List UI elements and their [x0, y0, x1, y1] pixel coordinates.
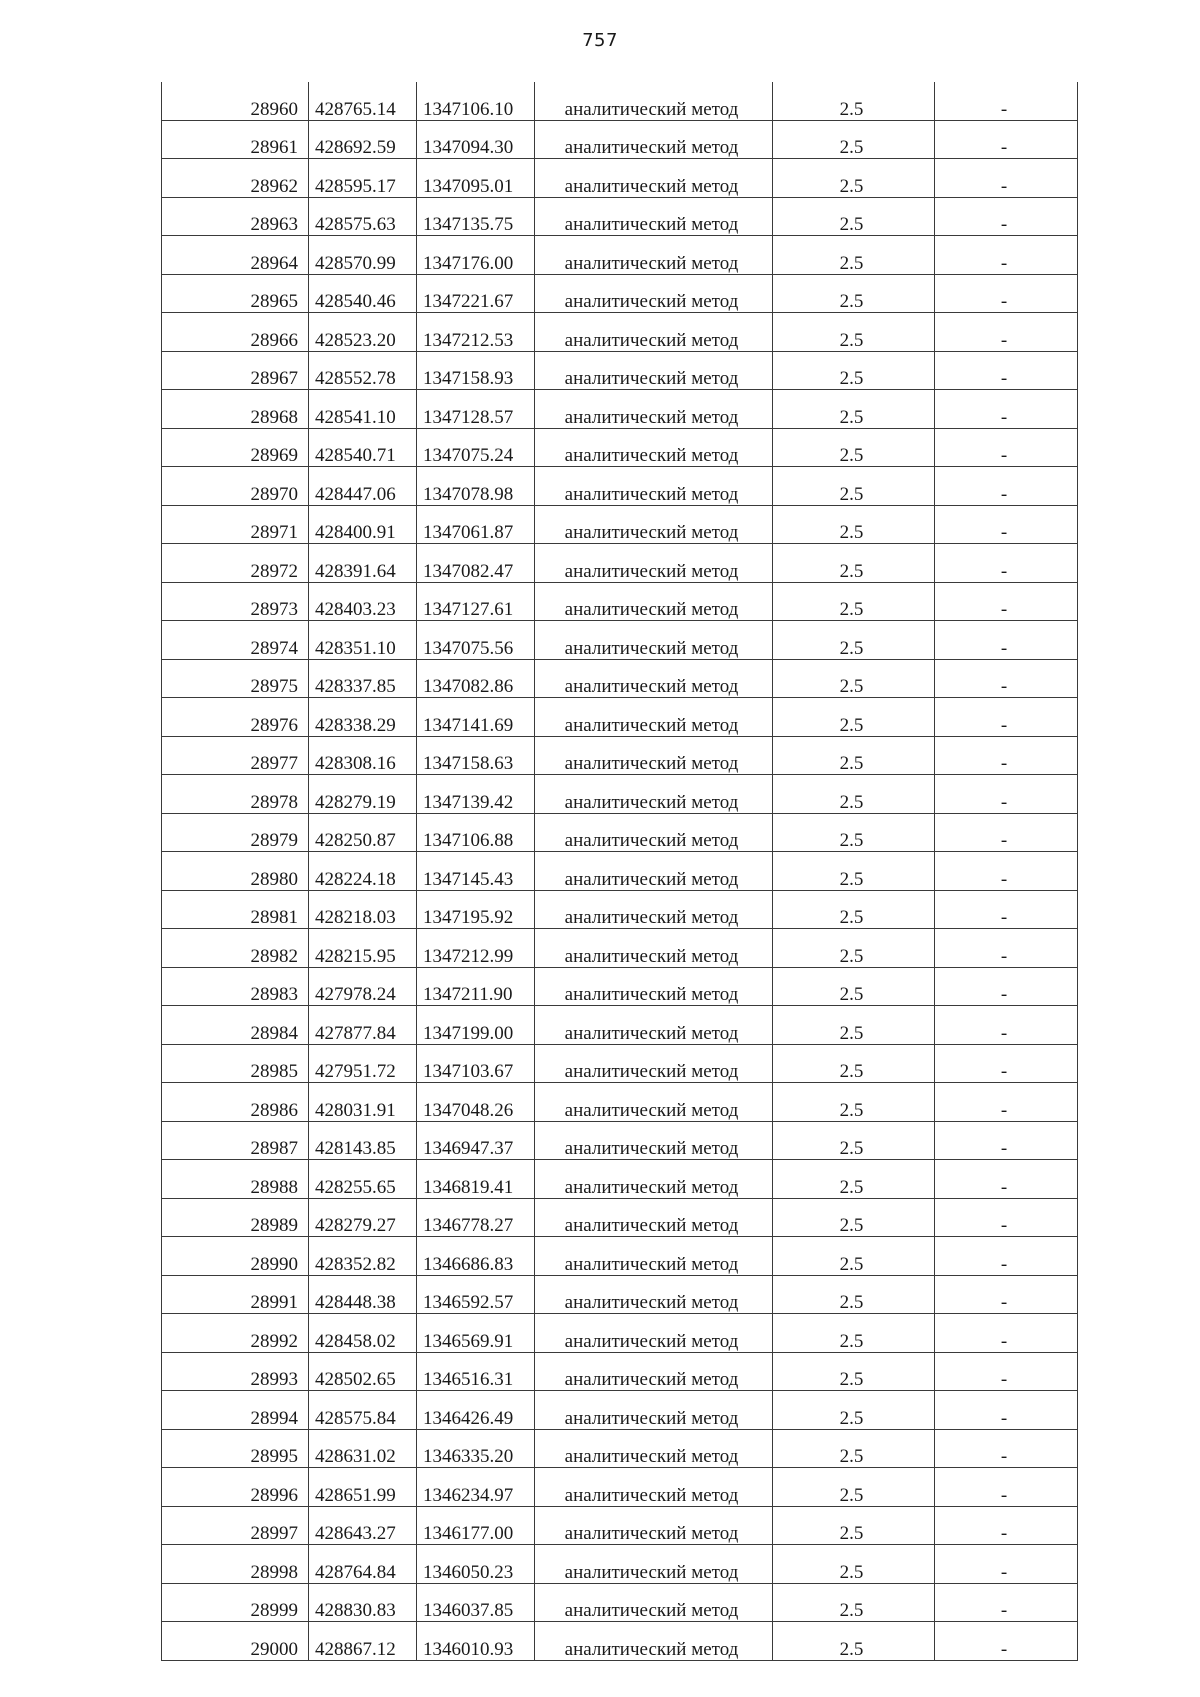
x-coordinate-cell: 428692.59 — [309, 120, 417, 159]
method-cell: аналитический метод — [535, 1006, 773, 1045]
note-cell: - — [935, 698, 1078, 737]
y-coordinate-cell: 1346516.31 — [417, 1352, 535, 1391]
x-coordinate-cell: 428523.20 — [309, 313, 417, 352]
note-cell: - — [935, 1121, 1078, 1160]
table-row — [162, 852, 1078, 891]
point-number-cell: 28991 — [162, 1275, 309, 1314]
note-cell: - — [935, 736, 1078, 775]
y-coordinate-cell: 1347075.24 — [417, 428, 535, 467]
method-cell: аналитический метод — [535, 120, 773, 159]
y-coordinate-cell: 1346569.91 — [417, 1314, 535, 1353]
note-cell: - — [935, 274, 1078, 313]
y-coordinate-cell: 1347158.63 — [417, 736, 535, 775]
accuracy-cell: 2.5 — [773, 467, 935, 506]
x-coordinate-cell: 428830.83 — [309, 1583, 417, 1622]
table-row — [162, 1622, 1078, 1661]
point-number-cell: 28970 — [162, 467, 309, 506]
x-coordinate-cell: 428502.65 — [309, 1352, 417, 1391]
x-coordinate-cell: 428224.18 — [309, 852, 417, 891]
method-cell: аналитический метод — [535, 1198, 773, 1237]
point-number-cell: 28980 — [162, 852, 309, 891]
table-row — [162, 505, 1078, 544]
y-coordinate-cell: 1346947.37 — [417, 1121, 535, 1160]
note-cell: - — [935, 313, 1078, 352]
y-coordinate-cell: 1346426.49 — [417, 1391, 535, 1430]
note-cell: - — [935, 659, 1078, 698]
point-number-cell: 28961 — [162, 120, 309, 159]
table-row — [162, 351, 1078, 390]
x-coordinate-cell: 428540.71 — [309, 428, 417, 467]
accuracy-cell: 2.5 — [773, 929, 935, 968]
table-row — [162, 1391, 1078, 1430]
y-coordinate-cell: 1347139.42 — [417, 775, 535, 814]
note-cell: - — [935, 505, 1078, 544]
point-number-cell: 28964 — [162, 236, 309, 275]
method-cell: аналитический метод — [535, 852, 773, 891]
accuracy-cell: 2.5 — [773, 813, 935, 852]
method-cell: аналитический метод — [535, 390, 773, 429]
method-cell: аналитический метод — [535, 621, 773, 660]
point-number-cell: 28993 — [162, 1352, 309, 1391]
method-cell: аналитический метод — [535, 274, 773, 313]
y-coordinate-cell: 1347195.92 — [417, 890, 535, 929]
y-coordinate-cell: 1346037.85 — [417, 1583, 535, 1622]
method-cell: аналитический метод — [535, 698, 773, 737]
y-coordinate-cell: 1347082.47 — [417, 544, 535, 583]
x-coordinate-cell: 428352.82 — [309, 1237, 417, 1276]
table-row — [162, 467, 1078, 506]
y-coordinate-cell: 1347135.75 — [417, 197, 535, 236]
accuracy-cell: 2.5 — [773, 505, 935, 544]
method-cell: аналитический метод — [535, 1622, 773, 1661]
y-coordinate-cell: 1347158.93 — [417, 351, 535, 390]
y-coordinate-cell: 1346050.23 — [417, 1545, 535, 1584]
x-coordinate-cell: 428250.87 — [309, 813, 417, 852]
coordinates-table-body — [162, 82, 1078, 1660]
y-coordinate-cell: 1347082.86 — [417, 659, 535, 698]
point-number-cell: 28992 — [162, 1314, 309, 1353]
accuracy-cell: 2.5 — [773, 1622, 935, 1661]
point-number-cell: 28987 — [162, 1121, 309, 1160]
accuracy-cell: 2.5 — [773, 698, 935, 737]
note-cell: - — [935, 1352, 1078, 1391]
x-coordinate-cell: 428575.63 — [309, 197, 417, 236]
table-row — [162, 544, 1078, 583]
table-row — [162, 159, 1078, 198]
note-cell: - — [935, 1391, 1078, 1430]
y-coordinate-cell: 1347221.67 — [417, 274, 535, 313]
table-row — [162, 659, 1078, 698]
x-coordinate-cell: 428400.91 — [309, 505, 417, 544]
point-number-cell: 28983 — [162, 967, 309, 1006]
x-coordinate-cell: 428651.99 — [309, 1468, 417, 1507]
accuracy-cell: 2.5 — [773, 1044, 935, 1083]
accuracy-cell: 2.5 — [773, 1160, 935, 1199]
table-row — [162, 1083, 1078, 1122]
x-coordinate-cell: 428552.78 — [309, 351, 417, 390]
point-number-cell: 28988 — [162, 1160, 309, 1199]
accuracy-cell: 2.5 — [773, 120, 935, 159]
point-number-cell: 28975 — [162, 659, 309, 698]
note-cell: - — [935, 120, 1078, 159]
x-coordinate-cell: 428351.10 — [309, 621, 417, 660]
table-row — [162, 82, 1078, 120]
note-cell: - — [935, 1044, 1078, 1083]
y-coordinate-cell: 1347078.98 — [417, 467, 535, 506]
table-row — [162, 813, 1078, 852]
point-number-cell: 28963 — [162, 197, 309, 236]
y-coordinate-cell: 1347145.43 — [417, 852, 535, 891]
accuracy-cell: 2.5 — [773, 890, 935, 929]
x-coordinate-cell: 428337.85 — [309, 659, 417, 698]
note-cell: - — [935, 351, 1078, 390]
method-cell: аналитический метод — [535, 1391, 773, 1430]
accuracy-cell: 2.5 — [773, 544, 935, 583]
table-row — [162, 1006, 1078, 1045]
point-number-cell: 28995 — [162, 1429, 309, 1468]
x-coordinate-cell: 428448.38 — [309, 1275, 417, 1314]
x-coordinate-cell: 427978.24 — [309, 967, 417, 1006]
note-cell: - — [935, 428, 1078, 467]
note-cell: - — [935, 813, 1078, 852]
accuracy-cell: 2.5 — [773, 236, 935, 275]
page-number: 757 — [582, 30, 618, 51]
y-coordinate-cell: 1347075.56 — [417, 621, 535, 660]
y-coordinate-cell: 1347176.00 — [417, 236, 535, 275]
method-cell: аналитический метод — [535, 1545, 773, 1584]
accuracy-cell: 2.5 — [773, 1545, 935, 1584]
x-coordinate-cell: 428391.64 — [309, 544, 417, 583]
x-coordinate-cell: 428867.12 — [309, 1622, 417, 1661]
point-number-cell: 28999 — [162, 1583, 309, 1622]
y-coordinate-cell: 1347103.67 — [417, 1044, 535, 1083]
note-cell: - — [935, 929, 1078, 968]
y-coordinate-cell: 1347199.00 — [417, 1006, 535, 1045]
y-coordinate-cell: 1347095.01 — [417, 159, 535, 198]
accuracy-cell: 2.5 — [773, 1391, 935, 1430]
coordinates-table — [161, 82, 1078, 1661]
accuracy-cell: 2.5 — [773, 1237, 935, 1276]
table-row — [162, 1044, 1078, 1083]
note-cell: - — [935, 1006, 1078, 1045]
y-coordinate-cell: 1347106.10 — [417, 82, 535, 120]
y-coordinate-cell: 1347127.61 — [417, 582, 535, 621]
note-cell: - — [935, 544, 1078, 583]
point-number-cell: 28998 — [162, 1545, 309, 1584]
x-coordinate-cell: 428447.06 — [309, 467, 417, 506]
note-cell: - — [935, 1545, 1078, 1584]
note-cell: - — [935, 1160, 1078, 1199]
accuracy-cell: 2.5 — [773, 351, 935, 390]
table-row — [162, 967, 1078, 1006]
table-row — [162, 274, 1078, 313]
point-number-cell: 28976 — [162, 698, 309, 737]
method-cell: аналитический метод — [535, 1506, 773, 1545]
method-cell: аналитический метод — [535, 197, 773, 236]
method-cell: аналитический метод — [535, 775, 773, 814]
x-coordinate-cell: 428279.19 — [309, 775, 417, 814]
accuracy-cell: 2.5 — [773, 775, 935, 814]
y-coordinate-cell: 1347212.99 — [417, 929, 535, 968]
table-row — [162, 120, 1078, 159]
accuracy-cell: 2.5 — [773, 82, 935, 120]
y-coordinate-cell: 1347211.90 — [417, 967, 535, 1006]
accuracy-cell: 2.5 — [773, 1006, 935, 1045]
method-cell: аналитический метод — [535, 351, 773, 390]
accuracy-cell: 2.5 — [773, 1468, 935, 1507]
point-number-cell: 28979 — [162, 813, 309, 852]
y-coordinate-cell: 1346686.83 — [417, 1237, 535, 1276]
note-cell: - — [935, 1237, 1078, 1276]
table-row — [162, 621, 1078, 660]
y-coordinate-cell: 1347212.53 — [417, 313, 535, 352]
accuracy-cell: 2.5 — [773, 390, 935, 429]
x-coordinate-cell: 428338.29 — [309, 698, 417, 737]
note-cell: - — [935, 467, 1078, 506]
point-number-cell: 28978 — [162, 775, 309, 814]
accuracy-cell: 2.5 — [773, 1506, 935, 1545]
method-cell: аналитический метод — [535, 1314, 773, 1353]
note-cell: - — [935, 621, 1078, 660]
x-coordinate-cell: 428570.99 — [309, 236, 417, 275]
note-cell: - — [935, 852, 1078, 891]
table-row — [162, 1160, 1078, 1199]
point-number-cell: 28996 — [162, 1468, 309, 1507]
note-cell: - — [935, 890, 1078, 929]
method-cell: аналитический метод — [535, 1121, 773, 1160]
table-row — [162, 1583, 1078, 1622]
note-cell: - — [935, 1314, 1078, 1353]
point-number-cell: 28973 — [162, 582, 309, 621]
y-coordinate-cell: 1347048.26 — [417, 1083, 535, 1122]
accuracy-cell: 2.5 — [773, 1352, 935, 1391]
point-number-cell: 28960 — [162, 82, 309, 120]
table-row — [162, 197, 1078, 236]
y-coordinate-cell: 1347128.57 — [417, 390, 535, 429]
y-coordinate-cell: 1347106.88 — [417, 813, 535, 852]
table-row — [162, 1275, 1078, 1314]
accuracy-cell: 2.5 — [773, 736, 935, 775]
table-row — [162, 736, 1078, 775]
table-row — [162, 1198, 1078, 1237]
method-cell: аналитический метод — [535, 1429, 773, 1468]
point-number-cell: 28966 — [162, 313, 309, 352]
point-number-cell: 28972 — [162, 544, 309, 583]
table-row — [162, 775, 1078, 814]
y-coordinate-cell: 1346335.20 — [417, 1429, 535, 1468]
y-coordinate-cell: 1347141.69 — [417, 698, 535, 737]
point-number-cell: 28997 — [162, 1506, 309, 1545]
accuracy-cell: 2.5 — [773, 1198, 935, 1237]
x-coordinate-cell: 428308.16 — [309, 736, 417, 775]
method-cell: аналитический метод — [535, 236, 773, 275]
y-coordinate-cell: 1347061.87 — [417, 505, 535, 544]
table-row — [162, 1121, 1078, 1160]
point-number-cell: 28982 — [162, 929, 309, 968]
method-cell: аналитический метод — [535, 890, 773, 929]
table-row — [162, 582, 1078, 621]
x-coordinate-cell: 428764.84 — [309, 1545, 417, 1584]
y-coordinate-cell: 1346234.97 — [417, 1468, 535, 1507]
table-row — [162, 929, 1078, 968]
y-coordinate-cell: 1346778.27 — [417, 1198, 535, 1237]
note-cell: - — [935, 1622, 1078, 1661]
point-number-cell: 28986 — [162, 1083, 309, 1122]
x-coordinate-cell: 428458.02 — [309, 1314, 417, 1353]
table-row — [162, 428, 1078, 467]
point-number-cell: 28968 — [162, 390, 309, 429]
point-number-cell: 28994 — [162, 1391, 309, 1430]
point-number-cell: 28990 — [162, 1237, 309, 1276]
method-cell: аналитический метод — [535, 1275, 773, 1314]
note-cell: - — [935, 582, 1078, 621]
y-coordinate-cell: 1346010.93 — [417, 1622, 535, 1661]
x-coordinate-cell: 428279.27 — [309, 1198, 417, 1237]
method-cell: аналитический метод — [535, 1352, 773, 1391]
method-cell: аналитический метод — [535, 1044, 773, 1083]
note-cell: - — [935, 1468, 1078, 1507]
note-cell: - — [935, 236, 1078, 275]
table-row — [162, 698, 1078, 737]
accuracy-cell: 2.5 — [773, 1083, 935, 1122]
y-coordinate-cell: 1346177.00 — [417, 1506, 535, 1545]
table-row — [162, 890, 1078, 929]
method-cell: аналитический метод — [535, 82, 773, 120]
method-cell: аналитический метод — [535, 544, 773, 583]
accuracy-cell: 2.5 — [773, 197, 935, 236]
method-cell: аналитический метод — [535, 813, 773, 852]
table-row — [162, 1429, 1078, 1468]
method-cell: аналитический метод — [535, 582, 773, 621]
note-cell: - — [935, 82, 1078, 120]
method-cell: аналитический метод — [535, 929, 773, 968]
x-coordinate-cell: 428765.14 — [309, 82, 417, 120]
point-number-cell: 28965 — [162, 274, 309, 313]
point-number-cell: 28984 — [162, 1006, 309, 1045]
note-cell: - — [935, 159, 1078, 198]
y-coordinate-cell: 1346592.57 — [417, 1275, 535, 1314]
method-cell: аналитический метод — [535, 967, 773, 1006]
note-cell: - — [935, 1083, 1078, 1122]
method-cell: аналитический метод — [535, 159, 773, 198]
x-coordinate-cell: 428575.84 — [309, 1391, 417, 1430]
x-coordinate-cell: 427951.72 — [309, 1044, 417, 1083]
table-row — [162, 1314, 1078, 1353]
accuracy-cell: 2.5 — [773, 582, 935, 621]
x-coordinate-cell: 428403.23 — [309, 582, 417, 621]
method-cell: аналитический метод — [535, 428, 773, 467]
point-number-cell: 28985 — [162, 1044, 309, 1083]
x-coordinate-cell: 428540.46 — [309, 274, 417, 313]
x-coordinate-cell: 428631.02 — [309, 1429, 417, 1468]
x-coordinate-cell: 427877.84 — [309, 1006, 417, 1045]
accuracy-cell: 2.5 — [773, 967, 935, 1006]
table-row — [162, 1237, 1078, 1276]
point-number-cell: 28971 — [162, 505, 309, 544]
point-number-cell: 28962 — [162, 159, 309, 198]
note-cell: - — [935, 1429, 1078, 1468]
note-cell: - — [935, 967, 1078, 1006]
accuracy-cell: 2.5 — [773, 1583, 935, 1622]
accuracy-cell: 2.5 — [773, 621, 935, 660]
table-row — [162, 1352, 1078, 1391]
note-cell: - — [935, 1198, 1078, 1237]
point-number-cell: 28974 — [162, 621, 309, 660]
table-row — [162, 313, 1078, 352]
note-cell: - — [935, 1583, 1078, 1622]
method-cell: аналитический метод — [535, 505, 773, 544]
point-number-cell: 28981 — [162, 890, 309, 929]
method-cell: аналитический метод — [535, 1237, 773, 1276]
y-coordinate-cell: 1347094.30 — [417, 120, 535, 159]
note-cell: - — [935, 197, 1078, 236]
method-cell: аналитический метод — [535, 736, 773, 775]
x-coordinate-cell: 428031.91 — [309, 1083, 417, 1122]
point-number-cell: 28969 — [162, 428, 309, 467]
method-cell: аналитический метод — [535, 1083, 773, 1122]
x-coordinate-cell: 428215.95 — [309, 929, 417, 968]
accuracy-cell: 2.5 — [773, 1275, 935, 1314]
table-row — [162, 236, 1078, 275]
accuracy-cell: 2.5 — [773, 1121, 935, 1160]
table-row — [162, 390, 1078, 429]
point-number-cell: 28989 — [162, 1198, 309, 1237]
accuracy-cell: 2.5 — [773, 159, 935, 198]
x-coordinate-cell: 428143.85 — [309, 1121, 417, 1160]
accuracy-cell: 2.5 — [773, 1314, 935, 1353]
accuracy-cell: 2.5 — [773, 428, 935, 467]
method-cell: аналитический метод — [535, 1160, 773, 1199]
method-cell: аналитический метод — [535, 1468, 773, 1507]
note-cell: - — [935, 775, 1078, 814]
method-cell: аналитический метод — [535, 659, 773, 698]
x-coordinate-cell: 428595.17 — [309, 159, 417, 198]
x-coordinate-cell: 428255.65 — [309, 1160, 417, 1199]
method-cell: аналитический метод — [535, 1583, 773, 1622]
note-cell: - — [935, 1275, 1078, 1314]
table-row — [162, 1506, 1078, 1545]
accuracy-cell: 2.5 — [773, 852, 935, 891]
x-coordinate-cell: 428643.27 — [309, 1506, 417, 1545]
accuracy-cell: 2.5 — [773, 1429, 935, 1468]
point-number-cell: 28967 — [162, 351, 309, 390]
accuracy-cell: 2.5 — [773, 659, 935, 698]
table-row — [162, 1545, 1078, 1584]
note-cell: - — [935, 1506, 1078, 1545]
method-cell: аналитический метод — [535, 313, 773, 352]
x-coordinate-cell: 428541.10 — [309, 390, 417, 429]
x-coordinate-cell: 428218.03 — [309, 890, 417, 929]
point-number-cell: 29000 — [162, 1622, 309, 1661]
accuracy-cell: 2.5 — [773, 313, 935, 352]
point-number-cell: 28977 — [162, 736, 309, 775]
table-row — [162, 1468, 1078, 1507]
accuracy-cell: 2.5 — [773, 274, 935, 313]
note-cell: - — [935, 390, 1078, 429]
method-cell: аналитический метод — [535, 467, 773, 506]
y-coordinate-cell: 1346819.41 — [417, 1160, 535, 1199]
